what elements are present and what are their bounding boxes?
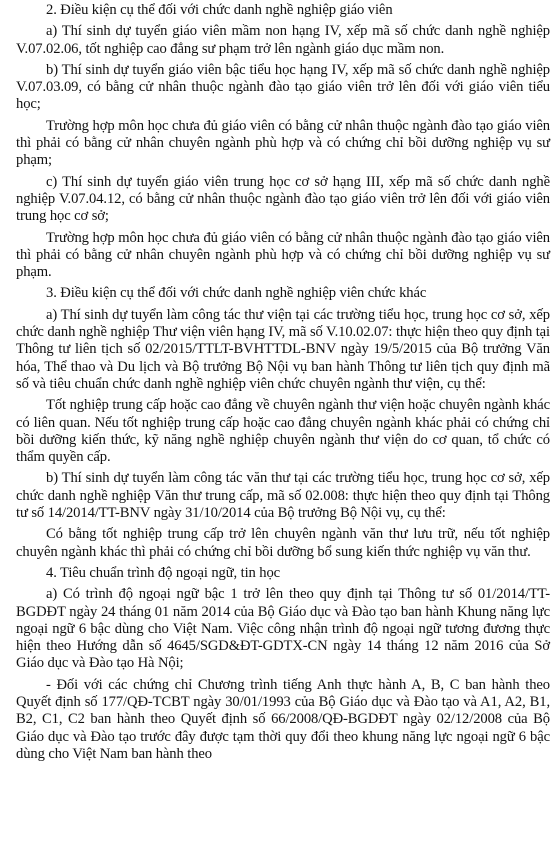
paragraph-2b: b) Thí sinh dự tuyển giáo viên bậc tiểu học hạng IV, xếp mã số chức danh nghề nghiệp V.07.03.09, có bằng cử nhân thuộc ngành đào tạo giáo viên trở lên đối với giáo viên tiểu học; [16,61,550,113]
paragraph-2c-note: Trường hợp môn học chưa đủ giáo viên có bằng cử nhân thuộc ngành đào tạo giáo viên thì phải có bằng cử nhân chuyên ngành phù hợp và có chứng chỉ bồi dưỡng nghiệp vụ sư phạm. [16,229,550,281]
paragraph-2c: c) Thí sinh dự tuyển giáo viên trung học cơ sở hạng III, xếp mã số chức danh nghề nghiệp V.07.04.12, có bằng cử nhân thuộc ngành đào tạo giáo viên trở lên đối với giáo viên trung học cơ sở; [16,173,550,225]
paragraph-4a: a) Có trình độ ngoại ngữ bậc 1 trở lên theo quy định tại Thông tư số 01/2014/TT-BGDĐT ngày 24 tháng 01 năm 2014 của Bộ Giáo dục và Đào tạo ban hành Khung năng lực ngoại ngữ 6 bậc dùng cho Việt Nam. Việc công nhận trình độ ngoại ngữ tương đương thực hiện theo Hướng dẫn số 4645/SGD&ĐT-GDTX-CN ngày 14 tháng 12 năm 2016 của Sở Giáo dục và Đào tạo Hà Nội; [16,586,550,672]
paragraph-3b: b) Thí sinh dự tuyển làm công tác văn thư tại các trường tiểu học, trung học cơ sở, xếp chức danh nghề nghiệp Văn thư trung cấp, mã số 02.008: thực hiện theo quy định tại Thông tư số 14/2014/TT-BNV ngày 31/10/2014 của Bộ trưởng Bộ Nội vụ, cụ thể: [16,470,550,522]
paragraph-4a-note: - Đối với các chứng chỉ Chương trình tiếng Anh thực hành A, B, C ban hành theo Quyết định số 177/QĐ-TCBT ngày 30/01/1993 của Bộ Giáo dục và Đào tạo và A1, A2, B1, B2, C1, C2 ban hành theo Quyết định số 66/2008/QĐ-BGDĐT ngày 02/12/2008 của Bộ Giáo dục và Đào tạo trước đây được tạm thời quy đổi theo khung năng lực ngoại ngữ 6 bậc dùng cho Việt Nam ban hành theo [16,676,550,762]
paragraph-2a: a) Thí sinh dự tuyển giáo viên mầm non hạng IV, xếp mã số chức danh nghề nghiệp V.07.02.06, tốt nghiệp cao đẳng sư phạm trở lên ngành giáo dục mầm non. [16,23,550,57]
heading-section-3: 3. Điều kiện cụ thể đối với chức danh nghề nghiệp viên chức khác [46,285,427,302]
heading-section-4: 4. Tiêu chuẩn trình độ ngoại ngữ, tin học [46,564,281,581]
paragraph-3a: a) Thí sinh dự tuyển làm công tác thư viện tại các trường tiểu học, trung học cơ sở, xếp chức danh nghề nghiệp Thư viện viên hạng IV, mã số V.10.02.07: thực hiện theo quy định tại Thông tư liên tịch số 02/2015/TTLT-BVHTTDL-BNV ngày 19/5/2015 của Bộ trưởng Văn hóa, Thể thao và Du lịch và Bộ trưởng Bộ Nội vụ ban hành Thông tư liên tịch quy định mã số và tiêu chuẩn chức danh nghề nghiệp viên chức chuyên ngành thư viện, cụ thể: [16,306,550,392]
paragraph-3a-detail: Tốt nghiệp trung cấp hoặc cao đẳng về chuyên ngành thư viện hoặc chuyên ngành khác có liên quan. Nếu tốt nghiệp trung cấp hoặc cao đẳng chuyên ngành khác phải có chứng chỉ bồi dưỡng kiến thức, kỹ năng nghề nghiệp chuyên ngành thư viện do cơ quan, tổ chức có thẩm quyền cấp. [16,397,550,466]
paragraph-2b-note: Trường hợp môn học chưa đủ giáo viên có bằng cử nhân thuộc ngành đào tạo giáo viên thì phải có bằng cử nhân chuyên ngành phù hợp và có chứng chỉ bồi dưỡng nghiệp vụ sư phạm; [16,117,550,169]
paragraph-3b-detail: Có bằng tốt nghiệp trung cấp trở lên chuyên ngành văn thư lưu trữ, nếu tốt nghiệp chuyên ngành khác thì phải có chứng chỉ bồi dưỡng bổ sung kiến thức nghiệp vụ văn thư. [16,526,550,560]
heading-section-2: 2. Điều kiện cụ thể đối với chức danh nghề nghiệp giáo viên [46,2,393,18]
